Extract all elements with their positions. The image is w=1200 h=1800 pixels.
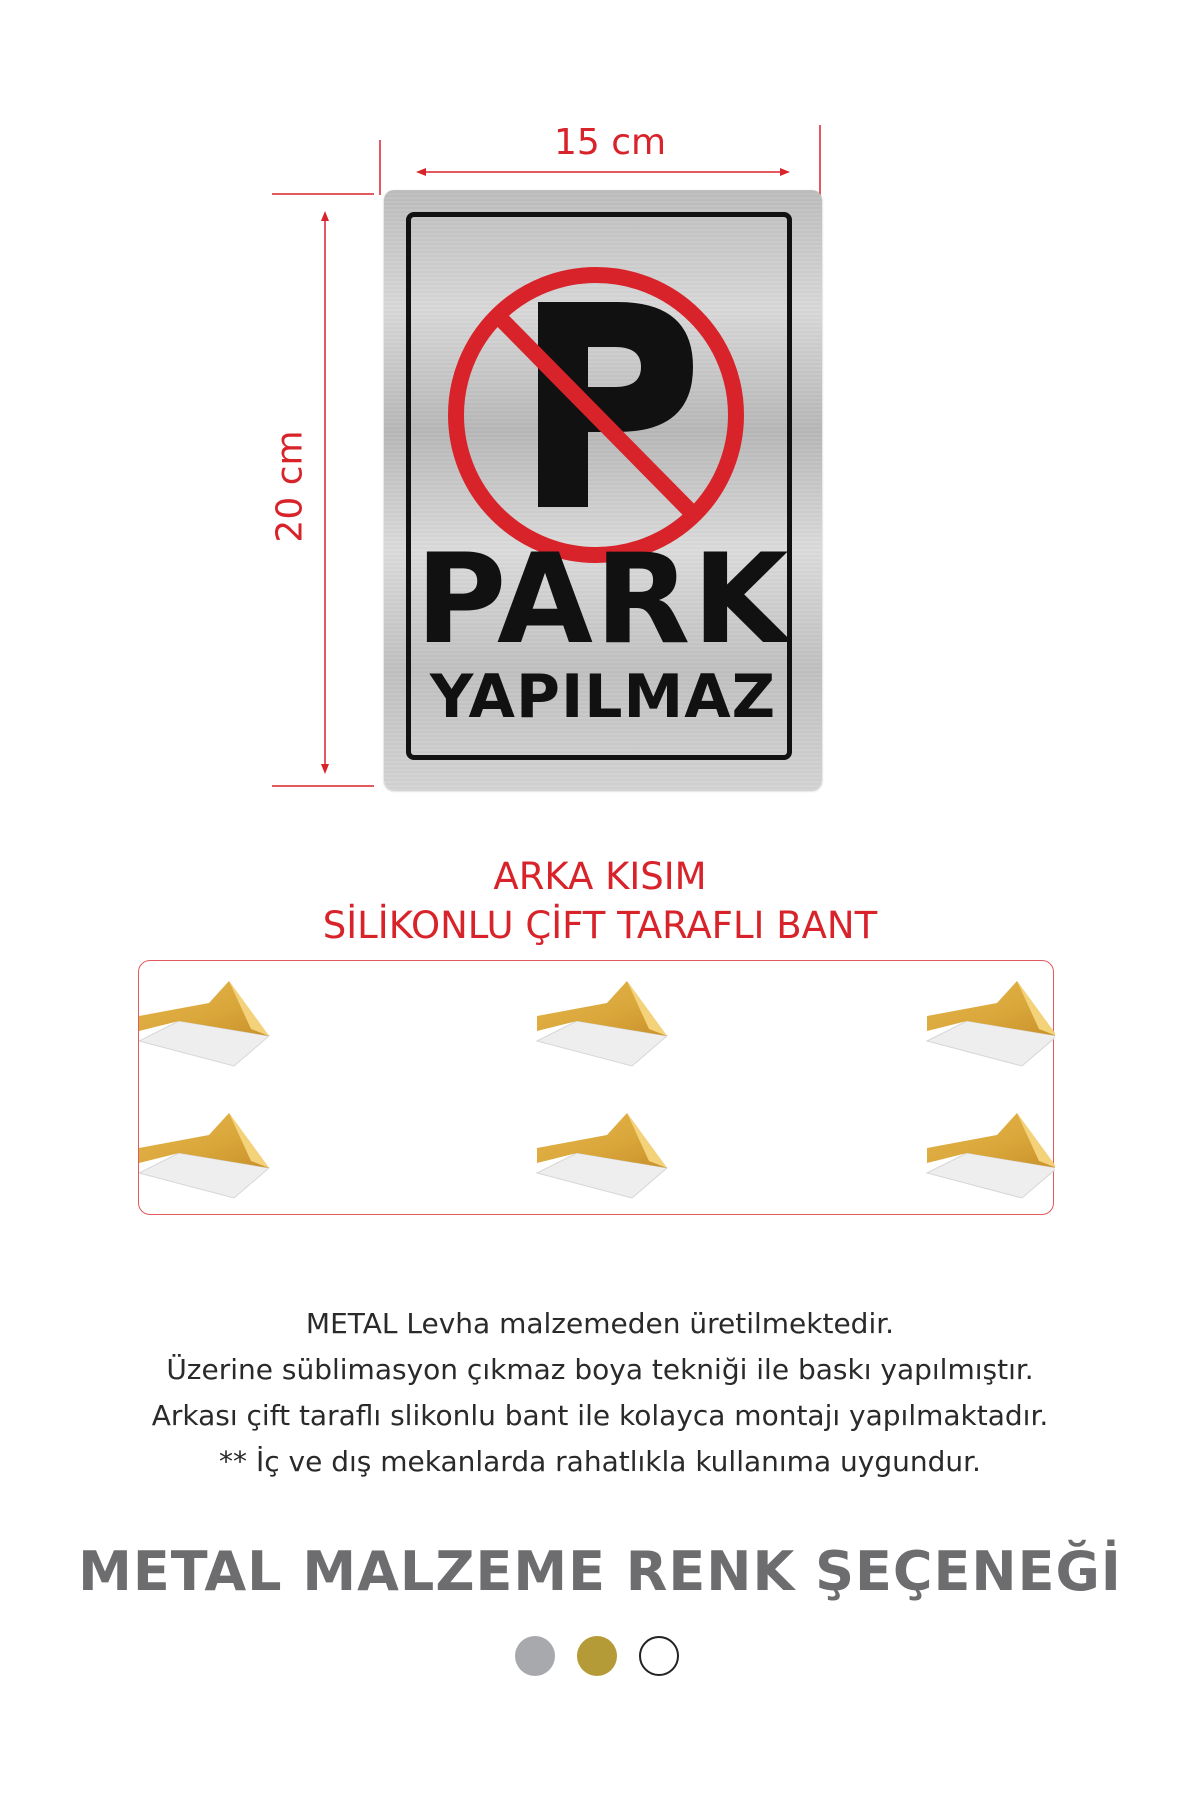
description-line-4: ** İç ve dış mekanlarda rahatlıkla kullanıma uygundur. <box>219 1445 981 1478</box>
sign-subtitle: YAPILMAZ <box>429 662 777 732</box>
height-label: 20 cm <box>269 430 311 543</box>
description-line-3: Arkası çift taraflı slikonlu bant ile kolayca montajı yapılmaktadır. <box>151 1399 1049 1432</box>
description-line-1: METAL Levha malzemeden üretilmektedir. <box>305 1307 895 1340</box>
description-line-2: Üzerine süblimasyon çıkmaz boya tekniği ile baskı yapılmıştır. <box>166 1353 1034 1386</box>
back-section-title: ARKA KISIM <box>493 855 707 898</box>
back-section-subtitle: SİLİKONLU ÇİFT TARAFLI BANT <box>322 904 878 947</box>
sign-title: PARK <box>415 528 791 672</box>
color-option-white[interactable] <box>639 1636 679 1676</box>
no-parking-icon <box>443 262 749 568</box>
color-option-silver[interactable] <box>515 1636 555 1676</box>
tape-illustration <box>138 960 1054 1215</box>
color-options-title: METAL MALZEME RENK ŞEÇENEĞİ <box>78 1540 1122 1603</box>
tape-pieces <box>139 961 1055 1216</box>
color-option-gold[interactable] <box>577 1636 617 1676</box>
no-parking-sign <box>384 190 822 790</box>
width-label: 15 cm <box>553 122 667 163</box>
